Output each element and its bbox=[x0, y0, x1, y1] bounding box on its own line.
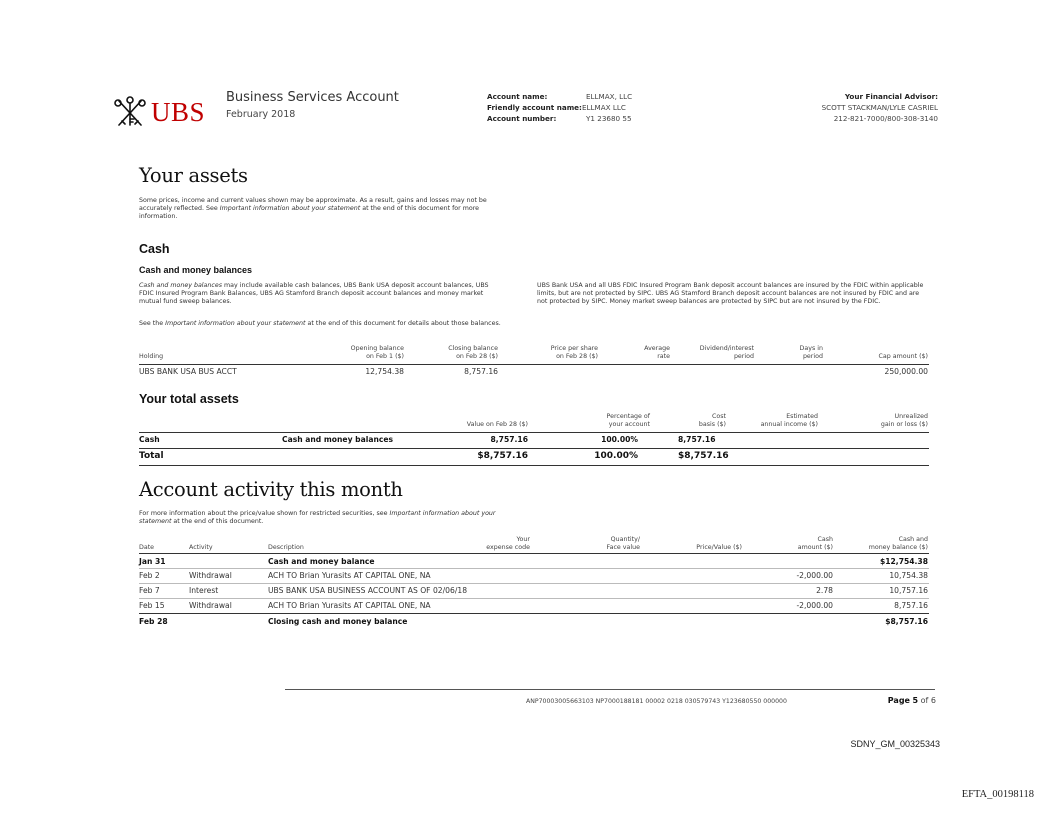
activity-title: Account activity this month bbox=[139, 478, 403, 501]
friendly-name-label: Friendly account name: bbox=[487, 103, 582, 112]
total-row-total-category: Total bbox=[139, 451, 164, 461]
activity-row-4-desc: ACH TO Brian Yurasits AT CAPITAL ONE, NA bbox=[268, 601, 431, 610]
total-row-cash-value: 8,757.16 bbox=[490, 435, 528, 444]
col-qty-2: Face value bbox=[606, 543, 640, 551]
fdic-note: UBS Bank USA and all UBS FDIC Insured Program Bank deposit account balances are insured by the FDIC within applicable limits, but are not protected by SIPC. UBS AG Stamford Branch deposit account balances are not insured by FDIC and are not protected by SIPC. Money market sweep balances are protected by SIPC but are not insured by the FDIC. bbox=[537, 282, 924, 305]
friendly-name: ELLMAX LLC bbox=[581, 103, 626, 112]
cash-title: Cash bbox=[139, 242, 170, 256]
activity-intro-text-end: at the end of this document. bbox=[171, 518, 264, 525]
activity-row-1-desc: Cash and money balance bbox=[268, 557, 375, 566]
col-cash-2: amount ($) bbox=[797, 543, 833, 551]
col-holding: Holding bbox=[139, 353, 164, 360]
cash-desc-text: may include available cash balances, UBS Bank USA deposit account balances, UBS FDIC Insured Program Bank Balances, UBS AG Stamford Branch deposit account balances and money market mutual fund sweep balances. bbox=[139, 282, 489, 305]
total-table-rule-top bbox=[139, 432, 929, 433]
activity-row-4-balance: 8,757.16 bbox=[894, 601, 928, 610]
statement-month: February 2018 bbox=[226, 109, 296, 120]
col-date: Date bbox=[139, 544, 155, 551]
activity-row-4-activity: Withdrawal bbox=[189, 601, 232, 610]
advisor-title: Your Financial Advisor: bbox=[844, 92, 938, 101]
col-expense-2: expense code bbox=[486, 543, 530, 551]
page-current: 5 bbox=[912, 696, 919, 705]
col-cash-amount bbox=[790, 536, 833, 551]
account-name: ELLMAX, LLC bbox=[586, 92, 633, 101]
account-info bbox=[487, 91, 632, 124]
col-bal-1: Cash and bbox=[898, 536, 928, 543]
activity-row-2-desc: ACH TO Brian Yurasits AT CAPITAL ONE, NA bbox=[268, 571, 431, 580]
col-qty-1: Quantity/ bbox=[610, 536, 640, 543]
cash-money-title: Cash and money balances bbox=[139, 265, 253, 275]
activity-row-3-balance: 10,757.16 bbox=[889, 586, 928, 595]
footer-code: ANP70003005663103 NP7000188181 00002 0218 030579743 Y123680550 000000 bbox=[526, 698, 787, 705]
cash-description bbox=[139, 282, 504, 306]
assets-intro bbox=[139, 197, 499, 221]
activity-row-5-date: Feb 28 bbox=[139, 617, 168, 626]
activity-closing-rule bbox=[139, 613, 929, 614]
assets-title: Your assets bbox=[139, 164, 248, 187]
cash-see-info bbox=[139, 320, 504, 328]
activity-row-3-desc: UBS BANK USA BUSINESS ACCOUNT AS OF 02/06/18 bbox=[268, 586, 468, 595]
col-description: Description bbox=[268, 544, 304, 551]
col-activity: Activity bbox=[189, 544, 213, 551]
total-row-cash-pct: 100.00% bbox=[601, 435, 638, 444]
account-type: Business Services Account bbox=[226, 90, 399, 105]
col-opening bbox=[320, 345, 404, 360]
cash-see-text-end: at the end of this document for details about those balances. bbox=[305, 320, 501, 327]
total-row-total-cost: $8,757.16 bbox=[678, 451, 729, 461]
col-avg-2: rate bbox=[657, 352, 670, 360]
assets-intro-text: Some prices, income and current values shown may be approximate. As a result, gains and losses may not be accurately reflected. See bbox=[139, 197, 487, 212]
col-value: Value on Feb 28 ($) bbox=[466, 421, 528, 428]
total-row-cash-category: Cash bbox=[139, 435, 160, 444]
activity-row-2-activity: Withdrawal bbox=[189, 571, 232, 580]
col-cost bbox=[680, 413, 726, 428]
assets-intro-text-end: at the end of this document for more information. bbox=[139, 205, 480, 220]
col-price bbox=[530, 345, 598, 360]
activity-important-ref: Important information about your statement bbox=[139, 510, 496, 525]
advisor-info bbox=[822, 91, 938, 124]
col-pct bbox=[570, 413, 650, 428]
cash-table-rule bbox=[139, 364, 929, 365]
col-cash-1: Cash bbox=[817, 536, 833, 543]
activity-row-2-date: Feb 2 bbox=[139, 571, 160, 580]
cash-desc-italic: Cash and money balances bbox=[139, 282, 223, 289]
col-div bbox=[688, 345, 754, 360]
activity-row-1-balance: $12,754.38 bbox=[879, 557, 928, 566]
page-number bbox=[888, 696, 936, 705]
col-gain-1: Unrealized bbox=[894, 413, 928, 420]
activity-row-5-balance: $8,757.16 bbox=[885, 617, 928, 626]
total-row-cash-cost: 8,757.16 bbox=[678, 435, 716, 444]
col-opening-2: on Feb 1 ($) bbox=[366, 352, 404, 360]
cash-see-text: See the bbox=[139, 320, 166, 327]
col-income-2: annual income ($) bbox=[760, 420, 818, 428]
col-closing bbox=[416, 345, 498, 360]
col-price-2: on Feb 28 ($) bbox=[556, 352, 598, 360]
ubs-logo bbox=[113, 95, 205, 129]
col-income bbox=[746, 413, 818, 428]
account-number: Y1 23680 55 bbox=[586, 114, 632, 123]
col-pct-1: Percentage of bbox=[606, 413, 650, 420]
col-cap: Cap amount ($) bbox=[878, 353, 928, 360]
col-days-2: period bbox=[802, 352, 823, 360]
col-opening-1: Opening balance bbox=[350, 345, 404, 352]
col-div-1: Dividend/interest bbox=[699, 345, 754, 352]
total-row-cash-desc: Cash and money balances bbox=[282, 435, 394, 444]
holding-closing: 8,757.16 bbox=[464, 367, 498, 376]
holding-name: UBS BANK USA BUS ACCT bbox=[139, 367, 237, 376]
activity-row-3-date: Feb 7 bbox=[139, 586, 160, 595]
total-table-rule-bottom bbox=[139, 465, 929, 466]
bates-stamp: SDNY_GM_00325343 bbox=[850, 739, 940, 749]
activity-row-3-activity: Interest bbox=[189, 586, 219, 595]
ubs-keys-icon bbox=[113, 95, 147, 129]
activity-table-rule bbox=[139, 553, 929, 554]
row-divider bbox=[139, 568, 929, 569]
activity-row-3-amount: 2.78 bbox=[816, 586, 833, 595]
col-expense bbox=[470, 536, 530, 551]
col-avg bbox=[630, 345, 670, 360]
col-price-value: Price/Value ($) bbox=[696, 544, 742, 551]
footer-rule bbox=[285, 689, 935, 690]
holding-opening: 12,754.38 bbox=[365, 367, 404, 376]
col-money-balance bbox=[840, 536, 928, 551]
col-income-1: Estimated bbox=[786, 413, 818, 420]
col-price-1: Price per share bbox=[550, 345, 598, 352]
holding-cap: 250,000.00 bbox=[884, 367, 928, 376]
col-gain bbox=[850, 413, 928, 428]
activity-row-4-amount: -2,000.00 bbox=[796, 601, 833, 610]
activity-row-4-date: Feb 15 bbox=[139, 601, 165, 610]
col-days-1: Days in bbox=[799, 345, 823, 352]
activity-row-2-amount: -2,000.00 bbox=[796, 571, 833, 580]
col-expense-1: Your bbox=[516, 536, 530, 543]
col-bal-2: money balance ($) bbox=[868, 543, 928, 551]
advisor-phone: 212-821-7000/800-308-3140 bbox=[833, 114, 938, 123]
logo-wordmark: UBS bbox=[151, 96, 206, 127]
row-divider bbox=[139, 583, 929, 584]
activity-intro-text: For more information about the price/value shown for restricted securities, see bbox=[139, 510, 390, 517]
activity-row-2-balance: 10,754.38 bbox=[889, 571, 928, 580]
cash-see-italic: Important information about your statement bbox=[165, 320, 306, 327]
activity-row-5-desc: Closing cash and money balance bbox=[268, 617, 408, 626]
col-days bbox=[785, 345, 823, 360]
col-cost-2: basis ($) bbox=[698, 420, 726, 428]
page-total: of 6 bbox=[920, 696, 936, 705]
col-closing-1: Closing balance bbox=[448, 345, 498, 352]
efta-stamp: EFTA_00198118 bbox=[961, 789, 1034, 800]
total-row-total-value: $8,757.16 bbox=[477, 451, 528, 461]
activity-intro bbox=[139, 510, 519, 526]
account-number-label: Account number: bbox=[487, 114, 557, 123]
col-pct-2: your account bbox=[608, 420, 650, 428]
col-avg-1: Average bbox=[644, 345, 670, 352]
total-assets-title: Your total assets bbox=[139, 392, 239, 406]
col-qty bbox=[590, 536, 640, 551]
row-divider bbox=[139, 598, 929, 599]
col-gain-2: gain or loss ($) bbox=[880, 420, 928, 428]
col-div-2: period bbox=[733, 352, 754, 360]
page-label: Page bbox=[887, 696, 910, 705]
important-info-ref: Important information about your statement bbox=[219, 205, 361, 212]
advisor-name: SCOTT STACKMAN/LYLE CASRIEL bbox=[821, 103, 938, 112]
col-cost-1: Cost bbox=[712, 413, 726, 420]
total-row-total-pct: 100.00% bbox=[594, 451, 638, 461]
col-closing-2: on Feb 28 ($) bbox=[456, 352, 498, 360]
total-table-rule-mid bbox=[139, 448, 929, 449]
activity-row-1-date: Jan 31 bbox=[139, 557, 166, 566]
account-name-label: Account name: bbox=[487, 92, 548, 101]
